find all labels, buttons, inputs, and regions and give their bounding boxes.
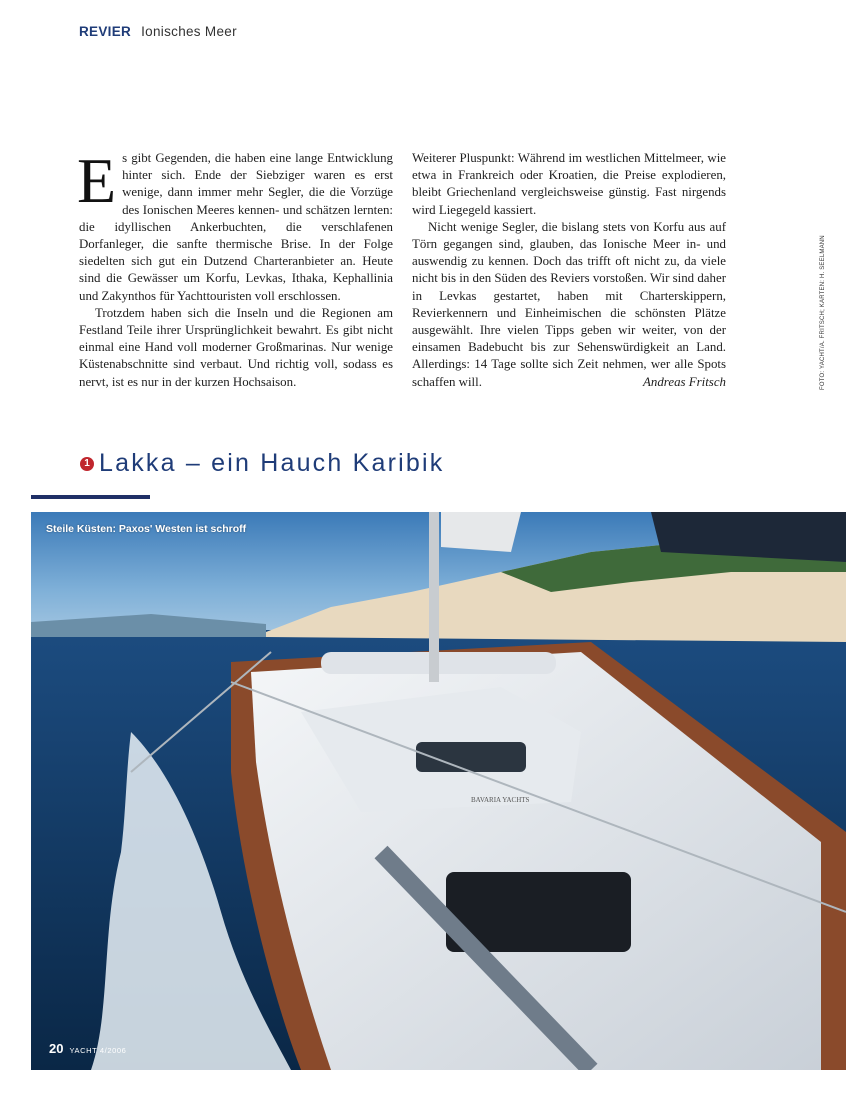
- section-heading: [80, 449, 444, 478]
- photo-credit: FOTO: YACHT/A. FRITSCH; KARTEN: H. SEELMANN: [820, 235, 826, 390]
- intro-paragraph-1: [77, 145, 393, 305]
- paragraph-text: Nicht wenige Segler, die bislang stets von Korfu aus auf Törn gegangen sind, glauben, das Ionische Meer in- und auswendig zu kennen. Doch das trifft oft nicht zu, da viele nicht bis in den Süden des Reviers vorstoßen. Wir sind daher in Levkas gestartet, haben mit Charterskippern, Revierkennern und Einheimischen die schönsten Plätze ausgewählt. Ihre vielen Tipps geben wir weiter, von der einsamen Badebucht bis zur Sehenswürdigkeit an Land. Allerdings: 14 Tage sollte sich Zeit nehmen, wer alle Spots schaffen will.: [412, 219, 726, 389]
- intro-paragraph-4: [412, 219, 726, 391]
- running-header: [79, 24, 237, 39]
- drop-cap: E: [77, 145, 117, 216]
- folio: [49, 1041, 126, 1056]
- photo-caption: Steile Küsten: Paxos' Westen ist schroff: [46, 523, 247, 535]
- section-title: Lakka – ein Hauch Karibik: [99, 449, 445, 477]
- mast: [429, 512, 439, 682]
- section-number-badge: 1: [80, 457, 94, 471]
- author-signature: Andreas Fritsch: [643, 374, 726, 389]
- section-label: REVIER: [79, 24, 132, 39]
- sailboat-photo: [31, 512, 846, 1070]
- page-number: 20: [49, 1041, 64, 1056]
- text-column-2: [412, 150, 726, 391]
- intro-paragraph-3: Weiterer Pluspunkt: Während im westlichen Mittelmeer, wie etwa in Frankreich oder Kroatien, die Preise explodieren, bleibt Griechenland vergleichsweise günstig. Fast nirgends wird Liegegeld kassiert.: [412, 151, 726, 217]
- section-subtitle: Ionisches Meer: [141, 24, 237, 39]
- text-column-1: [77, 145, 393, 391]
- heading-rule: [31, 495, 150, 499]
- intro-paragraph-2: Trotzdem haben sich die Inseln und die Regionen am Festland Teile ihrer Ursprünglichkeit bewahrt. Es gibt nicht einmal eine Hand voll moderner Großmarinas. Nur wenige Küstenabschnitte sind verbaut. Und richtig voll, sodass es nervt, ist es nur in der kurzen Hochsaison.: [79, 305, 393, 389]
- hull-lettering: BAVARIA YACHTS: [471, 796, 530, 804]
- paragraph-text: s gibt Gegenden, die haben eine lange Entwicklung hinter sich. Ende der Siebziger waren es erst wenige, dann immer mehr Segler, die die Vorzüge des Ionischen Meeres kennen- und schätzen lernten: die idyllischen Ankerbuchten, die verschlafenen Dorfanleger, die sanfte thermische Brise. In der Folge siedelten sich gut ein Dutzend Charteranbieter an. Heute sind die Gewässer um Korfu, Levkas, Ithaka, Kephallinia und Zakynthos für Yachttouristen voll erschlossen.: [79, 151, 393, 303]
- magazine-issue: YACHT 4/2006: [69, 1046, 127, 1055]
- mainsail: [441, 512, 521, 552]
- photo-illustration: [31, 512, 846, 1070]
